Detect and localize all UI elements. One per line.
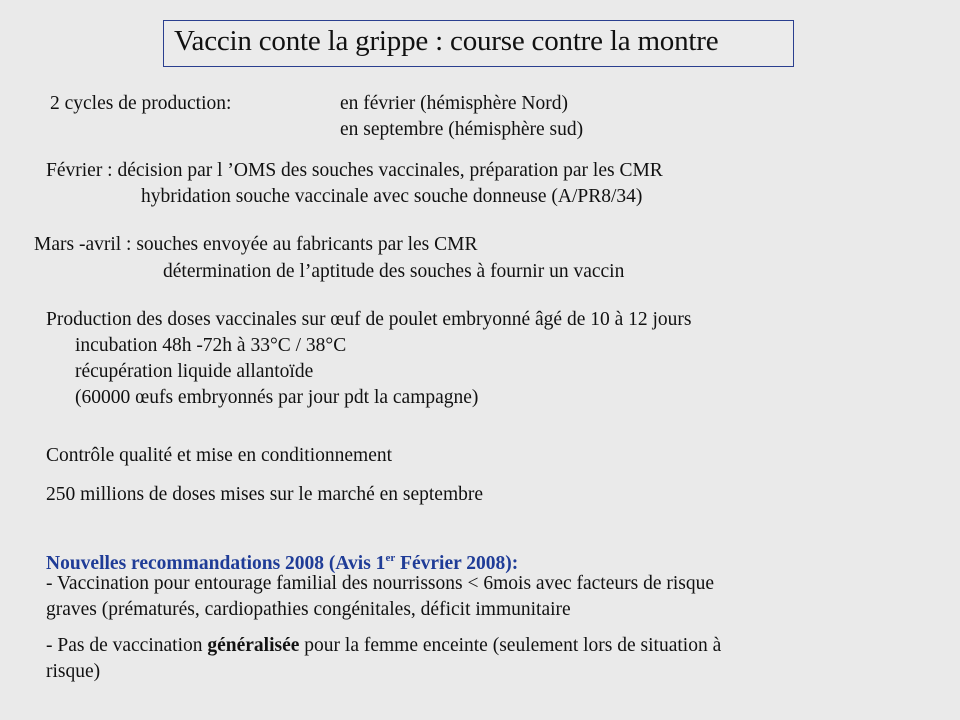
production-heading: Production des doses vaccinales sur œuf de poulet embryonné âgé de 10 à 12 jours [46, 309, 692, 330]
production-item: incubation 48h -72h à 33°C / 38°C [75, 335, 347, 356]
production-item: récupération liquide allantoïde [75, 361, 314, 382]
heading-sup: er [385, 552, 396, 564]
fevrier-line: hybridation souche vaccinale avec souche donneuse (A/PR8/34) [141, 186, 643, 207]
doses-line: 250 millions de doses mises sur le marché en septembre [46, 484, 484, 505]
production-item: (60000 œufs embryonnés par jour pdt la campagne) [75, 387, 479, 408]
controle-line: Contrôle qualité et mise en conditionnement [46, 445, 393, 466]
heading-part1: Nouvelles recommandations 2008 (Avis 1 [46, 553, 386, 574]
item2-bold: généralisée [207, 635, 300, 656]
mars-avril-line: Mars -avril : souches envoyée au fabricants par les CMR [34, 234, 478, 255]
page-title: Vaccin conte la grippe : course contre la montre [174, 25, 719, 57]
cycle-item: en février (hémisphère Nord) [340, 93, 568, 114]
recommandation-line: - Vaccination pour entourage familial des nourrissons < 6mois avec facteurs de risque [46, 573, 715, 594]
item2-post: pour la femme enceinte (seulement lors de situation à [299, 635, 722, 656]
mars-avril-line: détermination de l’aptitude des souches à fournir un vaccin [163, 261, 625, 282]
title-box [163, 20, 794, 67]
cycles-label: 2 cycles de production: [50, 93, 232, 114]
cycle-item: en septembre (hémisphère sud) [340, 119, 584, 140]
item2-pre: - Pas de vaccination [46, 635, 208, 656]
recommandation-line: risque) [46, 661, 101, 682]
heading-part2: Février 2008): [395, 553, 519, 574]
recommandation-line [46, 634, 721, 658]
recommandation-line: graves (prématurés, cardiopathies congénitales, déficit immunitaire [46, 599, 571, 620]
fevrier-line: Février : décision par l ’OMS des souches vaccinales, préparation par les CMR [46, 160, 663, 181]
